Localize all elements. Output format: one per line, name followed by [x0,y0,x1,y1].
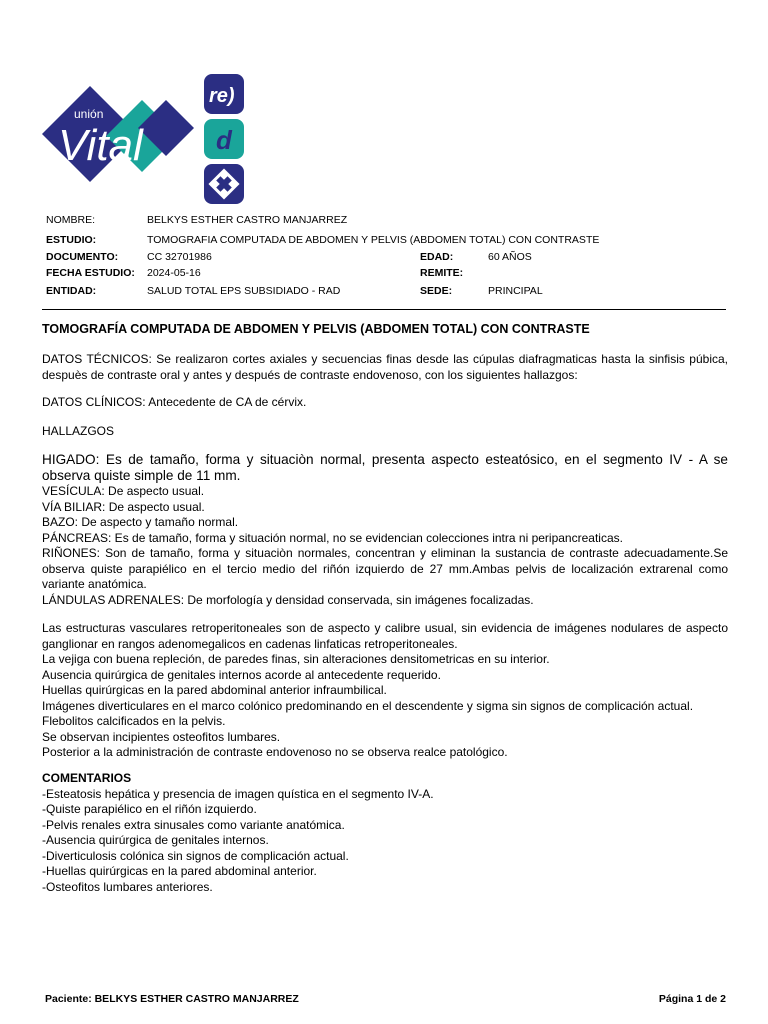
hallazgos-heading [42,424,728,440]
value-sede: PRINCIPAL [488,285,543,297]
badge-re-text: re) [209,85,235,107]
datos-clinicos-text: DATOS CLÍNICOS: Antecedente de CA de cérvix. [42,395,307,409]
comentario-item: -Diverticulosis colónica sin signos de complicación actual. [42,848,349,863]
header-divider [42,309,726,310]
finding-genitales: Ausencia quirúrgica de genitales internos acorde al antecedente requerido. [42,667,441,682]
datos-tecnicos [42,352,728,383]
finding-huellas: Huellas quirúrgicas en la pared abdominal anterior infraumbilical. [42,683,387,697]
finding-flebolitos: Flebolitos calcificados en la pelvis. [42,714,226,728]
finding-diverticulares: Imágenes diverticulares en el marco colónico predominando en el descendente y sigma sin signos de complicación actual. [42,698,694,713]
label-edad: EDAD: [420,251,454,263]
value-estudio: TOMOGRAFIA COMPUTADA DE ABDOMEN Y PELVIS (ABDOMEN TOTAL) CON CONTRASTE [147,234,600,246]
comentario-item: -Osteofitos lumbares anteriores. [42,879,213,894]
finding-adrenales: LÁNDULAS ADRENALES: De morfología y densidad conservada, sin imágenes focalizadas. [42,592,534,607]
report-title: TOMOGRAFÍA COMPUTADA DE ABDOMEN Y PELVIS (ABDOMEN TOTAL) CON CONTRASTE [42,322,590,336]
datos-clinicos [42,395,728,411]
footer-patient: Paciente: BELKYS ESTHER CASTRO MANJARREZ [45,993,299,1005]
finding-bazo: BAZO: De aspecto y tamaño normal. [42,515,239,529]
label-entidad: ENTIDAD: [46,285,97,297]
finding-vesicula: VESÍCULA: De aspecto usual. [42,484,205,498]
label-documento: DOCUMENTO: [46,251,119,263]
finding-osteofitos: Se observan incipientes osteofitos lumbares. [42,729,281,744]
label-remite: REMITE: [420,267,464,279]
finding-pancreas: PÁNCREAS: Es de tamaño, forma y situación normal, no se evidencian colecciones intra ni peripancreaticas. [42,530,623,545]
label-fecha: FECHA ESTUDIO: [46,267,135,279]
label-sede: SEDE: [420,285,453,297]
datos-tecnicos-text: DATOS TÉCNICOS: Se realizaron cortes axiales y secuencias finas desde las cúpulas diafragmaticas hasta la sinfisis púbica, despuès de contraste oral y antes y después de contraste endovenoso, con los siguientes hallazgos: [42,352,728,382]
comentario-item: -Pelvis renales extra sinusales como variante anatómica. [42,817,345,832]
logo-small-text: unión [74,107,104,121]
value-documento: CC 32701986 [147,251,212,263]
comentarios-heading: COMENTARIOS [42,771,132,785]
finding-higado: HIGADO: Es de tamaño, forma y situaciòn normal, presenta aspecto esteatósico, en el segmento IV - A se observa quiste simple de 11 mm. [42,452,728,483]
badge-d-text: d [216,125,232,155]
comentario-item: -Quiste parapiélico en el riñón izquierdo. [42,802,257,816]
value-nombre: BELKYS ESTHER CASTRO MANJARREZ [147,214,348,226]
hallazgos-heading-text: HALLAZGOS [42,424,115,438]
value-entidad: SALUD TOTAL EPS SUBSIDIADO - RAD [147,285,341,297]
findings-block [42,452,728,608]
finding-vasculares: Las estructuras vasculares retroperitoneales son de aspecto y calibre usual, sin evidencia de imágenes nodulares de aspecto ganglionar en rangos adenomegalicos en cadenas linfaticas retroperitoneales. [42,621,728,651]
value-fecha: 2024-05-16 [147,267,201,279]
findings-block-2 [42,621,728,761]
label-nombre: NOMBRE: [46,214,96,226]
finding-rinones: RIÑONES: Son de tamaño, forma y situaciòn normales, concentran y eliminan la sustancia de contraste adecuadamente.Se observa quiste parapiélico en el tercio medio del riñón izquierdo de 27 mm.Ambas pelvis de localización extrarenal como variante anatómica. [42,546,728,591]
union-vital-logo [38,72,250,208]
finding-vejiga: La vejiga con buena repleción, de paredes finas, sin alteraciones densitometricas en su interior. [42,652,550,666]
logo-brand-text: Vital [58,121,143,170]
label-estudio: ESTUDIO: [46,234,97,246]
comentario-item: -Huellas quirúrgicas en la pared abdominal anterior. [42,864,317,878]
comentario-item: -Ausencia quirúrgica de genitales internos. [42,833,269,847]
finding-via-biliar: VÍA BILIAR: De aspecto usual. [42,499,205,514]
value-edad: 60 AÑOS [488,251,532,263]
footer-page-number: Página 1 de 2 [658,993,726,1005]
comentarios-block [42,771,728,895]
finding-contraste: Posterior a la administración de contraste endovenoso no se observa realce patológico. [42,745,508,759]
comentario-item: -Esteatosis hepática y presencia de imagen quística en el segmento IV-A. [42,786,434,801]
